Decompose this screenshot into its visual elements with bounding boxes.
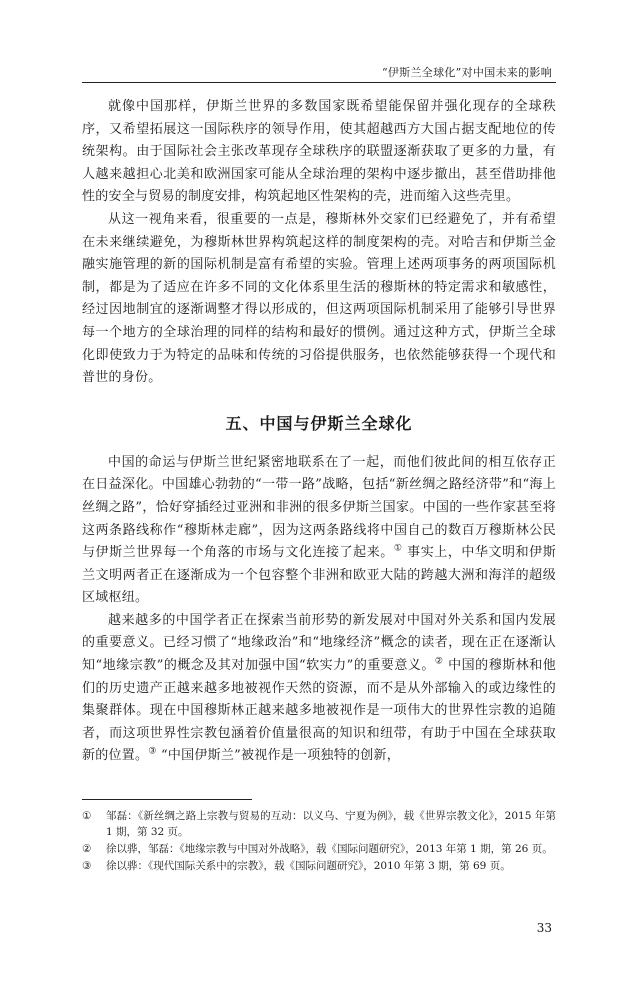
page-number: 33 <box>536 921 552 935</box>
footnote-mark: ② <box>82 843 92 855</box>
footnote-3 <box>82 858 556 874</box>
footnote-2 <box>82 841 556 857</box>
paragraph-3-text-a: 中国的命运与伊斯兰世纪紧密地联系在了一起，而他们彼此间的相互依存正在日益深化。中国雄心勃勃的“一带一路”战略，包括“新丝绸之路经济带”和“海上丝绸之路”，恰好穿插经过亚洲和非洲的很多伊斯兰国家。中国的一些作家甚至将这两条路线称作“穆斯林走廊”，因为这两条路线将中国自己的数百万穆斯林公民与伊斯兰世界每一个角落的市场与文化连接了起来。 <box>82 454 556 561</box>
footnote-1 <box>82 808 556 840</box>
footnote-ref-2[interactable]: ② <box>434 656 444 667</box>
running-header: “伊斯兰全球化”对中国未来的影响 <box>381 66 552 79</box>
footnote-mark: ③ <box>82 860 92 872</box>
main-text <box>82 96 556 768</box>
footnote-mark: ① <box>82 810 92 822</box>
paragraph-3-text-b: 事实上，中华文明和伊斯兰文明两者正在逐渐成为一个包容整个非洲和欧亚大陆的跨越大洲和海洋的超级区域枢纽。 <box>82 545 556 606</box>
section-title: 五、中国与伊斯兰全球化 <box>225 413 413 433</box>
footnotes <box>82 808 556 875</box>
footnote-text: 徐以骅：《现代国际关系中的宗教》，载《国际问题研究》，2010 年第 3 期，第 69 页。 <box>106 860 511 872</box>
footnote-ref-1[interactable]: ① <box>393 543 403 554</box>
paragraph-3 <box>82 452 556 610</box>
paragraph-4-text-b: 中国的穆斯林和他们的历史遗产正越来越多地被视作天然的资源，而不是从外部输入的或边缘性的集聚群体。现在中国穆斯林正越来越多地被视作是一项伟大的世界性宗教的追随者，而这项世界性宗教包涵着价值量很高的知识和纽带，有助于中国在全球获取新的位置。 <box>82 658 556 764</box>
paragraph-2: 从这一视角来看，很重要的一点是，穆斯林外交家们已经避免了，并有希望在未来继续避免，为穆斯林世界构筑起这样的制度架构的壳。对哈吉和伊斯兰金融实施管理的新的国际机制是富有希望的实验。管理上述两项事务的两项国际机制，都是为了适应在许多不同的文化体系里生活的穆斯林的特定需求和敏感性，经过因地制宜的逐渐调整才得以形成的，但这两项国际机制采用了能够引导世界每一个地方的全球治理的同样的结构和最好的惯例。通过这种方式，伊斯兰全球化即使致力于为特定的品味和传统的习俗提供服务，也依然能够获得一个现代和普世的身份。 <box>82 211 556 386</box>
footnote-text: 徐以骅，邹磊：《地缘宗教与中国对外战略》，载《国际问题研究》，2013 年第 1 期，第 26 页。 <box>106 843 553 855</box>
footnote-ref-3[interactable]: ③ <box>148 747 157 758</box>
header-rule <box>82 82 556 83</box>
paragraph-1: 就像中国那样，伊斯兰世界的多数国家既希望能保留并强化现存的全球秩序，又希望拓展这一国际秩序的领导作用，使其超越西方大国占据支配地位的传统架构。由于国际社会主张改革现存全球秩序的联盟逐渐获取了更多的力量，有人越来越担心北美和欧洲国家可能从全球治理的架构中逐步撤出，甚至借助排他性的安全与贸易的制度安排，构筑起地区性架构的壳，进而缩入这些壳里。 <box>82 99 556 205</box>
paragraph-4-text-a: 越来越多的中国学者正在探索当前形势的新发展对中国对外关系和国内发展的重要意义。已经习惯了“地缘政治”和“地缘经济”概念的读者，现在正在逐渐认知“地缘宗教”的概念及其对加强中国“软实力”的重要意义。 <box>82 612 556 674</box>
paragraph-4-text-c: “中国伊斯兰”被视作是一项独特的创新， <box>156 748 401 764</box>
paragraph-4 <box>82 610 556 768</box>
footnote-rule <box>82 799 252 800</box>
footnote-text: 邹磊：《新丝绸之路上宗教与贸易的互动：以义乌、宁夏为例》，载《世界宗教文化》，2015 年第 1 期，第 32 页。 <box>106 810 556 838</box>
